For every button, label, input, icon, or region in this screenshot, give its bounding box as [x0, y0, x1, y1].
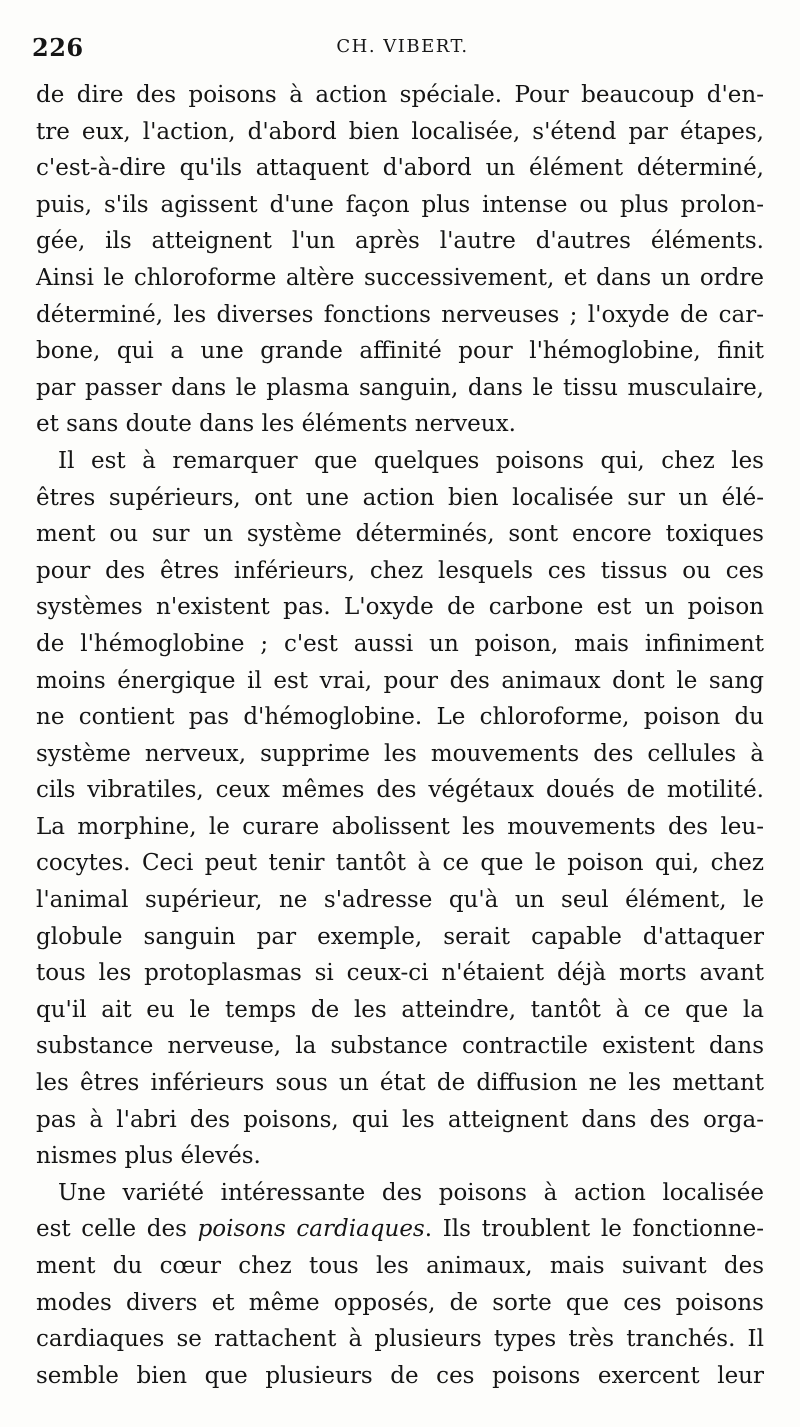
text-line: déterminé, les diverses fonctions nerveuses ; l'oxyde de car-: [36, 301, 764, 328]
text-line: de dire des poisons à action spéciale. Pour beaucoup d'en-: [36, 82, 764, 108]
text-line: La morphine, le curare abolissent les mouvements des leu-: [36, 813, 764, 840]
italic-term: poisons cardiaques: [197, 1216, 425, 1243]
text-line: tre eux, l'action, d'abord bien localisée, s'étend par étapes,: [36, 118, 764, 145]
text-line: les êtres inférieurs sous un état de diffusion ne les mettant: [36, 1070, 764, 1097]
text-line: ment ou sur un système déterminés, sont encore toxiques: [36, 521, 764, 548]
text-line: ne contient pas d'hémoglobine. Le chloroforme, poison du: [36, 704, 764, 731]
text-line: gée, ils atteignent l'un après l'autre d'autres éléments.: [36, 228, 764, 255]
text-line: Une variété intéressante des poisons à action localisée: [58, 1179, 764, 1206]
text-run: . Ils troublent le fonctionne-: [424, 1216, 764, 1243]
text-line: c'est-à-dire qu'ils attaquent d'abord un élément déterminé,: [36, 155, 764, 182]
paragraph-1: [36, 77, 764, 443]
text-line: et sans doute dans les éléments nerveux.: [36, 411, 516, 438]
text-line: pas à l'abri des poisons, qui les atteignent dans des orga-: [36, 1106, 764, 1133]
text-line: bone, qui a une grande affinité pour l'hémoglobine, finit: [36, 338, 764, 365]
text-line: nismes plus élevés.: [36, 1143, 261, 1170]
text-line: cocytes. Ceci peut tenir tantôt à ce que le poison qui, chez: [36, 850, 764, 877]
text-line: moins énergique il est vrai, pour des animaux dont le sang: [36, 667, 764, 694]
text-line: système nerveux, supprime les mouvements des cellules à: [36, 740, 764, 767]
text-line: modes divers et même opposés, de sorte que ces poisons: [36, 1289, 764, 1316]
text-line: Ainsi le chloroforme altère successivement, et dans un ordre: [36, 264, 764, 291]
text-line: êtres supérieurs, ont une action bien localisée sur un élé-: [36, 484, 764, 511]
text-line: systèmes n'existent pas. L'oxyde de carbone est un poison: [36, 594, 764, 621]
running-head: [30, 33, 775, 61]
page-number: 226: [32, 33, 84, 62]
text-line: [36, 1211, 764, 1248]
text-line: semble bien que plusieurs de ces poisons exercent leur: [36, 1362, 764, 1389]
body-text: [36, 77, 764, 1394]
text-line: Il est à remarquer que quelques poisons qui, chez les: [58, 447, 764, 474]
running-title: CH. VIBERT.: [336, 36, 469, 57]
text-line: tous les protoplasmas si ceux-ci n'étaient déjà morts avant: [36, 960, 764, 987]
text-run: est celle des: [36, 1216, 198, 1243]
text-line: globule sanguin par exemple, serait capable d'attaquer: [36, 923, 764, 950]
text-line: ment du cœur chez tous les animaux, mais suivant des: [36, 1253, 764, 1279]
text-line: de l'hémoglobine ; c'est aussi un poison, mais infiniment: [36, 630, 764, 657]
text-line: pour des êtres inférieurs, chez lesquels ces tissus ou ces: [36, 557, 764, 584]
text-line: substance nerveuse, la substance contractile existent dans: [36, 1033, 764, 1060]
paragraph-3: [36, 1175, 764, 1395]
text-line: cardiaques se rattachent à plusieurs types très tranchés. Il: [36, 1326, 764, 1353]
paragraph-2: [36, 443, 764, 1175]
text-line: l'animal supérieur, ne s'adresse qu'à un seul élément, le: [36, 887, 764, 914]
page-bottom-margin: [0, 1397, 800, 1427]
text-line: cils vibratiles, ceux mêmes des végétaux doués de motilité.: [36, 777, 764, 804]
text-line: qu'il ait eu le temps de les atteindre, tantôt à ce que la: [36, 996, 764, 1023]
text-line: puis, s'ils agissent d'une façon plus intense ou plus prolon-: [36, 191, 764, 218]
text-line: par passer dans le plasma sanguin, dans le tissu musculaire,: [36, 374, 764, 401]
